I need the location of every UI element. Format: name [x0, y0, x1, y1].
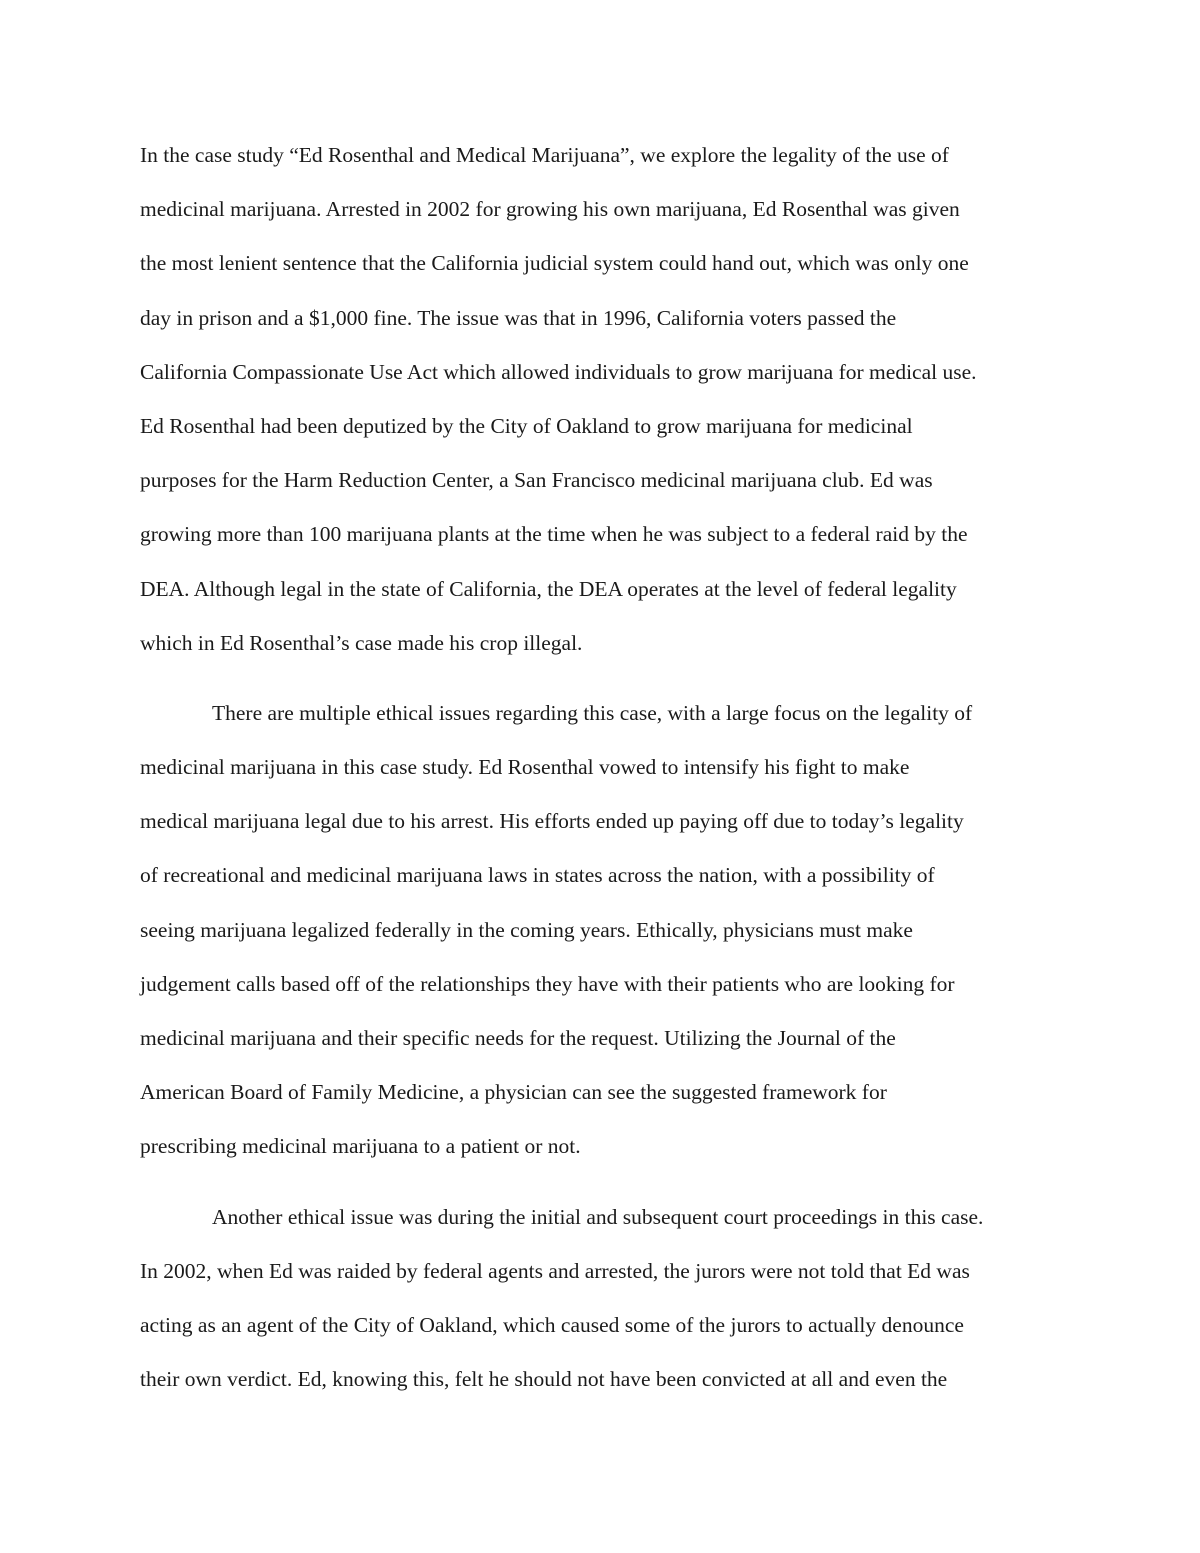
text-line: In 2002, when Ed was raided by federal agents and arrested, the jurors were not told that Ed was — [140, 1258, 970, 1283]
text-line: California Compassionate Use Act which allowed individuals to grow marijuana for medical use. — [140, 359, 977, 384]
text-line: day in prison and a $1,000 fine. The issue was that in 1996, California voters passed the — [140, 305, 897, 330]
text-line: purposes for the Harm Reduction Center, a San Francisco medicinal marijuana club. Ed was — [140, 468, 933, 493]
text-line: medicinal marijuana. Arrested in 2002 for growing his own marijuana, Ed Rosenthal was given — [140, 197, 960, 222]
text-line: Another ethical issue was during the initial and subsequent court proceedings in this case. — [212, 1204, 984, 1229]
text-line: of recreational and medicinal marijuana laws in states across the nation, with a possibility of — [140, 863, 935, 888]
text-line: American Board of Family Medicine, a physician can see the suggested framework for — [140, 1080, 887, 1105]
text-line: acting as an agent of the City of Oakland, which caused some of the jurors to actually denounce — [140, 1312, 964, 1337]
text-line: In the case study “Ed Rosenthal and Medical Marijuana”, we explore the legality of the use of — [140, 143, 949, 167]
text-line: DEA. Although legal in the state of California, the DEA operates at the level of federal legality — [140, 576, 957, 601]
text-line: the most lenient sentence that the California judicial system could hand out, which was only one — [140, 251, 969, 276]
text-line: Ed Rosenthal had been deputized by the City of Oakland to grow marijuana for medicinal — [140, 413, 913, 438]
text-line: their own verdict. Ed, knowing this, felt he should not have been convicted at all and even the — [140, 1367, 948, 1392]
document-body — [140, 128, 1060, 1406]
paragraph-2 — [140, 686, 1060, 1174]
text-line: There are multiple ethical issues regarding this case, with a large focus on the legality of — [212, 700, 973, 725]
paragraph-3 — [140, 1190, 1060, 1407]
text-line: medical marijuana legal due to his arrest. His efforts ended up paying off due to today’s legality — [140, 809, 964, 834]
text-line: medicinal marijuana in this case study. Ed Rosenthal vowed to intensify his fight to make — [140, 755, 910, 780]
text-line: seeing marijuana legalized federally in the coming years. Ethically, physicians must make — [140, 917, 913, 942]
text-line: medicinal marijuana and their specific needs for the request. Utilizing the Journal of the — [140, 1026, 896, 1050]
text-line: which in Ed Rosenthal’s case made his crop illegal. — [140, 630, 583, 655]
paragraph-spacer — [140, 670, 1060, 686]
text-line: growing more than 100 marijuana plants at the time when he was subject to a federal raid by the — [140, 522, 968, 547]
text-line: judgement calls based off of the relationships they have with their patients who are looking for — [140, 971, 955, 996]
paragraph-1 — [140, 128, 1060, 670]
paragraph-spacer — [140, 1174, 1060, 1190]
text-line: prescribing medicinal marijuana to a patient or not. — [140, 1134, 581, 1159]
